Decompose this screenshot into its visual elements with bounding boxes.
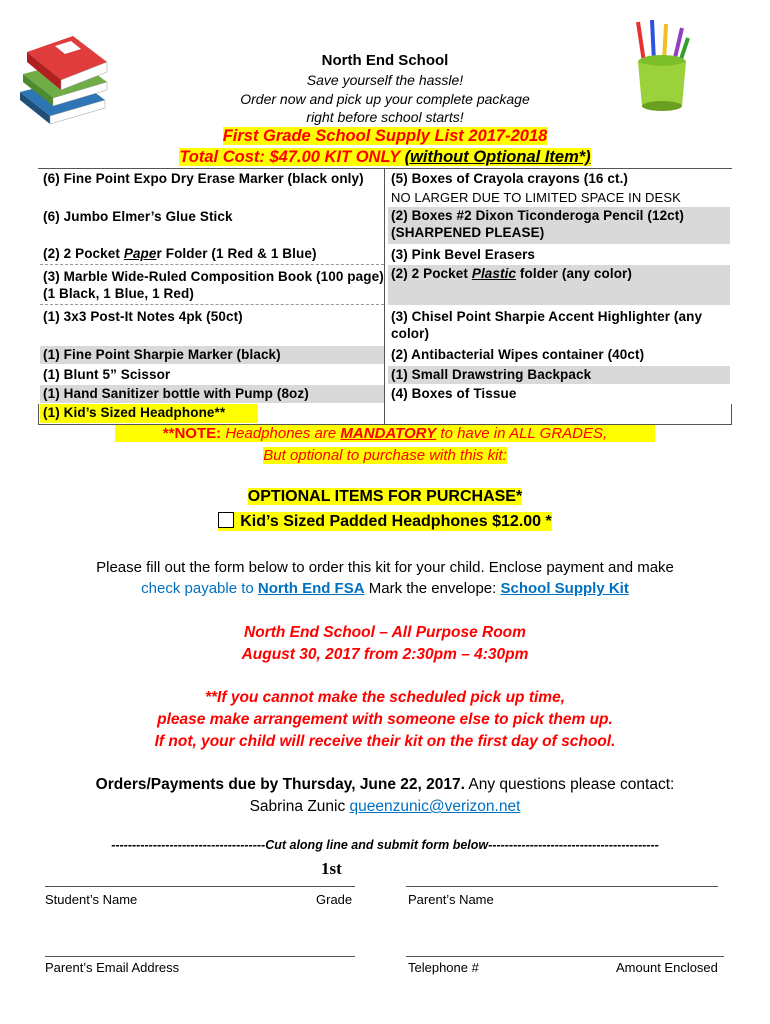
parent-name-line[interactable] — [406, 886, 718, 887]
warning-line-2: please make arrangement with someone else to pick them up. — [157, 711, 613, 728]
parent-name-label: Parent’s Name — [408, 892, 494, 907]
list-item: (3) Chisel Point Sharpie Accent Highlighter (any color) — [391, 309, 703, 341]
instructions-line-2: check payable to North End FSA Mark the envelope: School Supply Kit — [141, 580, 629, 597]
grade-value: 1st — [321, 859, 342, 878]
list-item: (1) Blunt 5” Scissor — [43, 367, 171, 382]
cut-line: -------------------------------------Cut along line and submit form below----------------------------------------- — [111, 838, 659, 852]
list-item: (2) 2 Pocket Paper Folder (1 Red & 1 Blue) — [40, 245, 384, 265]
list-title-row — [0, 127, 770, 146]
tagline-1: Save yourself the hassle! — [306, 72, 464, 88]
email-label: Parent’s Email Address — [45, 960, 180, 975]
orders-line: Orders/Payments due by Thursday, June 22, 2017. Any questions please contact: — [95, 776, 675, 793]
list-item: (2) Boxes #2 Dixon Ticonderoga Pencil (12ct) (SHARPENED PLEASE) — [388, 207, 730, 244]
warning-line-1: **If you cannot make the scheduled pick up time, — [204, 689, 566, 706]
table-top-rule — [38, 168, 732, 169]
note-line-1: **NOTE: Headphones are MANDATORY to have in ALL GRADES, — [115, 425, 655, 442]
contact-email-link[interactable]: queenzunic@verizon.net — [349, 798, 521, 815]
optional-heading-row — [0, 488, 770, 506]
tagline-2: Order now and pick up your complete package — [240, 91, 530, 107]
student-name-label: Student’s Name — [45, 892, 138, 907]
optional-heading: OPTIONAL ITEMS FOR PURCHASE* — [247, 488, 523, 505]
table-left-border — [38, 404, 39, 424]
event-date: August 30, 2017 from 2:30pm – 4:30pm — [241, 646, 529, 663]
note-line-2: But optional to purchase with this kit: — [263, 447, 507, 464]
list-title: First Grade School Supply List 2017-2018 — [222, 127, 548, 145]
cost-note: (without Optional Item*) — [404, 148, 591, 166]
total-cost: Total Cost: $47.00 KIT ONLY — [179, 148, 405, 166]
event-place: North End School – All Purpose Room — [244, 624, 526, 641]
list-item: (1) Kid’s Sized Headphone** — [40, 404, 258, 423]
school-name: North End School — [321, 52, 449, 69]
optional-checkbox[interactable] — [218, 512, 234, 528]
list-item: (3) Marble Wide-Ruled Composition Book (100 page) (1 Black, 1 Blue, 1 Red) — [40, 268, 384, 305]
list-item: (1) Small Drawstring Backpack — [388, 366, 730, 384]
list-item: (4) Boxes of Tissue — [391, 386, 517, 401]
list-item: (1) Fine Point Sharpie Marker (black) — [40, 346, 384, 364]
grade-label: Grade — [316, 892, 353, 907]
list-item: (1) Hand Sanitizer bottle with Pump (8oz) — [40, 385, 384, 403]
list-item: (6) Fine Point Expo Dry Erase Marker (black only) — [43, 171, 364, 186]
list-item: (5) Boxes of Crayola crayons (16 ct.) — [391, 171, 629, 186]
total-cost-row — [0, 148, 770, 167]
table-right-border — [731, 404, 732, 424]
list-item: (6) Jumbo Elmer’s Glue Stick — [43, 209, 233, 224]
table-divider — [384, 168, 385, 424]
optional-item-label: Kid’s Sized Padded Headphones $12.00 * — [240, 513, 552, 530]
student-name-line[interactable] — [45, 886, 355, 887]
phone-label: Telephone # — [408, 960, 479, 975]
list-item: (2) 2 Pocket Plastic folder (any color) — [388, 265, 730, 305]
list-item: (3) Pink Bevel Erasers — [391, 247, 536, 262]
list-item: NO LARGER DUE TO LIMITED SPACE IN DESK — [391, 190, 681, 205]
contact-line: Sabrina Zunic queenzunic@verizon.net — [249, 798, 521, 815]
instructions-line-1: Please fill out the form below to order this kit for your child. Enclose payment and make — [96, 559, 674, 576]
optional-item-row — [0, 512, 770, 531]
email-line[interactable] — [45, 956, 355, 957]
list-item: (2) Antibacterial Wipes container (40ct) — [391, 347, 645, 362]
list-item: (1) 3x3 Post-It Notes 4pk (50ct) — [43, 309, 243, 324]
phone-amount-line[interactable] — [406, 956, 724, 957]
tagline-3: right before school starts! — [306, 109, 464, 125]
amount-label: Amount Enclosed — [616, 960, 718, 975]
warning-line-3: If not, your child will receive their kit on the first day of school. — [154, 733, 616, 750]
